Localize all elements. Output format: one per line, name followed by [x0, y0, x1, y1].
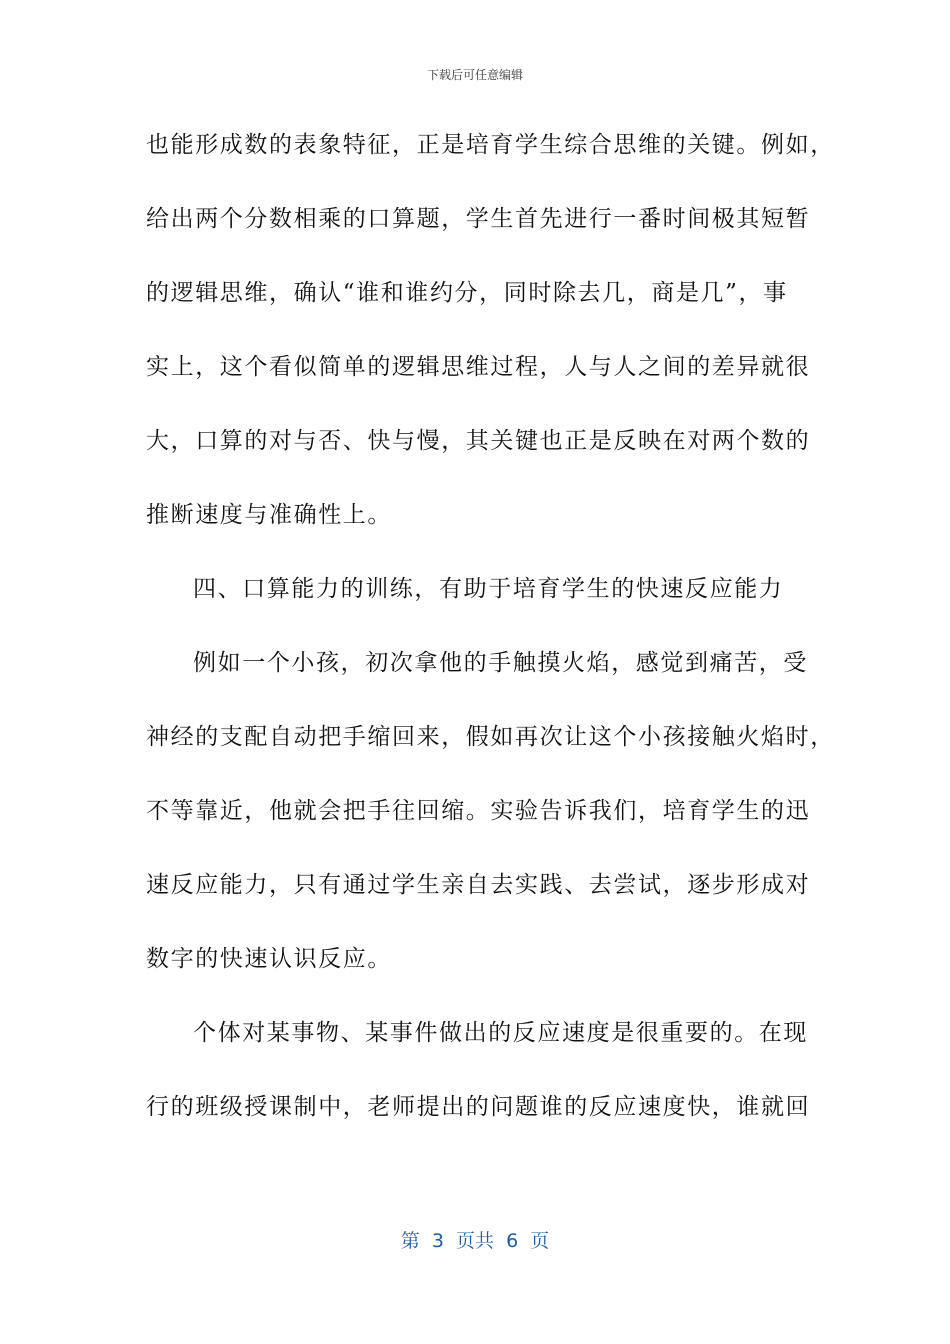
header-note: 下载后可任意编辑 [426, 68, 523, 82]
section-heading: 四、口算能力的训练，有助于培育学生的快速反应能力 [193, 576, 784, 602]
text-line: 数字的快速认识反应。 [146, 946, 392, 972]
text-line: 的逻辑思维，确认“谁和谁约分，同时除去几，商是几”，事 [146, 280, 788, 306]
text-line: 实上，这个看似简单的逻辑思维过程，人与人之间的差异就很 [146, 354, 811, 380]
text-line: 给出两个分数相乘的口算题，学生首先进行一番时间极其短暂 [146, 206, 811, 232]
page-number-footer: 第 3 页共 6 页 [400, 1230, 550, 1252]
text-line: 大，口算的对与否、快与慢，其关键也正是反映在对两个数的 [146, 428, 811, 454]
text-line: 不等靠近，他就会把手往回缩。实验告诉我们，培育学生的迅 [146, 798, 811, 824]
text-line: 个体对某事物、某事件做出的反应速度是很重要的。在现 [193, 1020, 808, 1046]
text-line: 神经的支配自动把手缩回来，假如再次让这个小孩接触火焰时， [146, 724, 835, 750]
text-line: 也能形成数的表象特征，正是培育学生综合思维的关键。例如， [146, 132, 835, 158]
text-line: 速反应能力，只有通过学生亲自去实践、去尝试，逐步形成对 [146, 872, 811, 898]
text-line: 行的班级授课制中，老师提出的问题谁的反应速度快，谁就回 [146, 1094, 811, 1120]
text-line: 例如一个小孩，初次拿他的手触摸火焰，感觉到痛苦，受 [193, 650, 808, 676]
document-body [146, 122, 835, 1158]
text-line: 推断速度与准确性上。 [146, 502, 392, 528]
